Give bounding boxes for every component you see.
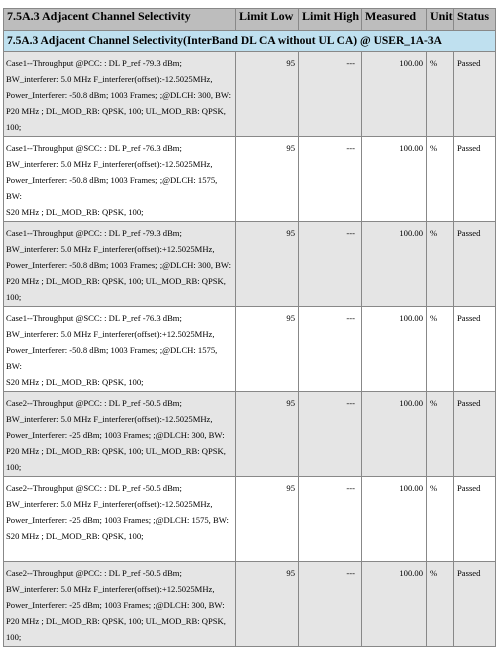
measured-cell: 100.00 <box>362 307 427 392</box>
description-line: S20 MHz ; DL_MOD_RB: QPSK, 100; <box>6 531 144 541</box>
description-line: 100; <box>6 462 22 472</box>
description-line: 100; <box>6 632 22 642</box>
column-header-limit-high: Limit High <box>299 9 362 31</box>
column-header-status: Status <box>454 9 496 31</box>
description-line: P20 MHz ; DL_MOD_RB: QPSK, 100; UL_MOD_RB: QPSK, <box>6 106 226 116</box>
description-line: BW_interferer: 5.0 MHz F_interferer(offset):-12.5025MHz, <box>6 499 213 509</box>
description-line: Power_Interferer: -25 dBm; 1003 Frames; ;@DLCH: 300, BW: <box>6 430 225 440</box>
description-line: S20 MHz ; DL_MOD_RB: QPSK, 100; <box>6 377 144 387</box>
limit-high-cell: --- <box>299 52 362 137</box>
description-line: P20 MHz ; DL_MOD_RB: QPSK, 100; UL_MOD_RB: QPSK, <box>6 446 226 456</box>
description-line: Power_Interferer: -50.8 dBm; 1003 Frames; ;@DLCH: 1575, BW: <box>6 345 218 371</box>
test-description <box>4 222 236 307</box>
description-line: Case2--Throughput @PCC: : DL P_ref -50.5 dBm; <box>6 568 182 578</box>
unit-cell: % <box>427 477 454 562</box>
status-cell: Passed <box>454 392 496 477</box>
results-table <box>3 8 496 647</box>
description-line: 100; <box>6 292 22 302</box>
column-header-unit: Unit <box>427 9 454 31</box>
limit-high-cell: --- <box>299 307 362 392</box>
unit-cell: % <box>427 562 454 647</box>
test-description <box>4 307 236 392</box>
limit-high-cell: --- <box>299 222 362 307</box>
header-row <box>4 9 496 31</box>
status-cell: Passed <box>454 52 496 137</box>
description-line: Case1--Throughput @SCC: : DL P_ref -76.3 dBm; <box>6 143 182 153</box>
limit-low-cell: 95 <box>236 52 299 137</box>
status-cell: Passed <box>454 477 496 562</box>
column-header-test: 7.5A.3 Adjacent Channel Selectivity <box>4 9 236 31</box>
test-description <box>4 137 236 222</box>
description-line: Case2--Throughput @PCC: : DL P_ref -50.5 dBm; <box>6 398 182 408</box>
test-description <box>4 52 236 137</box>
table-row <box>4 562 496 647</box>
unit-cell: % <box>427 137 454 222</box>
limit-high-cell: --- <box>299 477 362 562</box>
section-title: 7.5A.3 Adjacent Channel Selectivity(InterBand DL CA without UL CA) @ USER_1A-3A <box>4 31 496 52</box>
limit-high-cell: --- <box>299 392 362 477</box>
description-line: P20 MHz ; DL_MOD_RB: QPSK, 100; UL_MOD_RB: QPSK, <box>6 276 226 286</box>
status-cell: Passed <box>454 137 496 222</box>
section-row <box>4 31 496 52</box>
measured-cell: 100.00 <box>362 52 427 137</box>
description-line: Power_Interferer: -25 dBm; 1003 Frames; ;@DLCH: 1575, BW: <box>6 515 229 525</box>
description-line: BW_interferer: 5.0 MHz F_interferer(offset):+12.5025MHz, <box>6 329 215 339</box>
table-row <box>4 52 496 137</box>
description-line: BW_interferer: 5.0 MHz F_interferer(offset):-12.5025MHz, <box>6 159 213 169</box>
measured-cell: 100.00 <box>362 477 427 562</box>
measured-cell: 100.00 <box>362 392 427 477</box>
description-line: BW_interferer: 5.0 MHz F_interferer(offset):-12.5025MHz, <box>6 414 213 424</box>
column-header-limit-low: Limit Low <box>236 9 299 31</box>
description-line: P20 MHz ; DL_MOD_RB: QPSK, 100; UL_MOD_RB: QPSK, <box>6 616 226 626</box>
measured-cell: 100.00 <box>362 562 427 647</box>
description-line: Case2--Throughput @SCC: : DL P_ref -50.5 dBm; <box>6 483 182 493</box>
table-row <box>4 222 496 307</box>
status-cell: Passed <box>454 222 496 307</box>
unit-cell: % <box>427 307 454 392</box>
description-line: BW_interferer: 5.0 MHz F_interferer(offset):+12.5025MHz, <box>6 584 215 594</box>
description-line: BW_interferer: 5.0 MHz F_interferer(offset):+12.5025MHz, <box>6 244 215 254</box>
description-line: 100; <box>6 122 22 132</box>
limit-low-cell: 95 <box>236 307 299 392</box>
column-header-measured: Measured <box>362 9 427 31</box>
description-line: Power_Interferer: -50.8 dBm; 1003 Frames; ;@DLCH: 300, BW: <box>6 260 232 270</box>
limit-low-cell: 95 <box>236 222 299 307</box>
test-description <box>4 392 236 477</box>
test-description <box>4 562 236 647</box>
table-row <box>4 392 496 477</box>
table-row <box>4 477 496 562</box>
description-line: Case1--Throughput @SCC: : DL P_ref -76.3 dBm; <box>6 313 182 323</box>
description-line: BW_interferer: 5.0 MHz F_interferer(offset):-12.5025MHz, <box>6 74 213 84</box>
description-line: Case1--Throughput @PCC: : DL P_ref -79.3 dBm; <box>6 228 182 238</box>
limit-low-cell: 95 <box>236 392 299 477</box>
limit-low-cell: 95 <box>236 137 299 222</box>
description-line: Power_Interferer: -50.8 dBm; 1003 Frames; ;@DLCH: 1575, BW: <box>6 175 218 201</box>
description-line: Power_Interferer: -25 dBm; 1003 Frames; ;@DLCH: 300, BW: <box>6 600 225 610</box>
status-cell: Passed <box>454 562 496 647</box>
limit-high-cell: --- <box>299 137 362 222</box>
table-row <box>4 137 496 222</box>
unit-cell: % <box>427 392 454 477</box>
table-row <box>4 307 496 392</box>
limit-high-cell: --- <box>299 562 362 647</box>
description-line: Case1--Throughput @PCC: : DL P_ref -79.3 dBm; <box>6 58 182 68</box>
measured-cell: 100.00 <box>362 222 427 307</box>
description-line: S20 MHz ; DL_MOD_RB: QPSK, 100; <box>6 207 144 217</box>
unit-cell: % <box>427 222 454 307</box>
measured-cell: 100.00 <box>362 137 427 222</box>
limit-low-cell: 95 <box>236 477 299 562</box>
status-cell: Passed <box>454 307 496 392</box>
test-description <box>4 477 236 562</box>
unit-cell: % <box>427 52 454 137</box>
description-line: Power_Interferer: -50.8 dBm; 1003 Frames; ;@DLCH: 300, BW: <box>6 90 232 100</box>
limit-low-cell: 95 <box>236 562 299 647</box>
